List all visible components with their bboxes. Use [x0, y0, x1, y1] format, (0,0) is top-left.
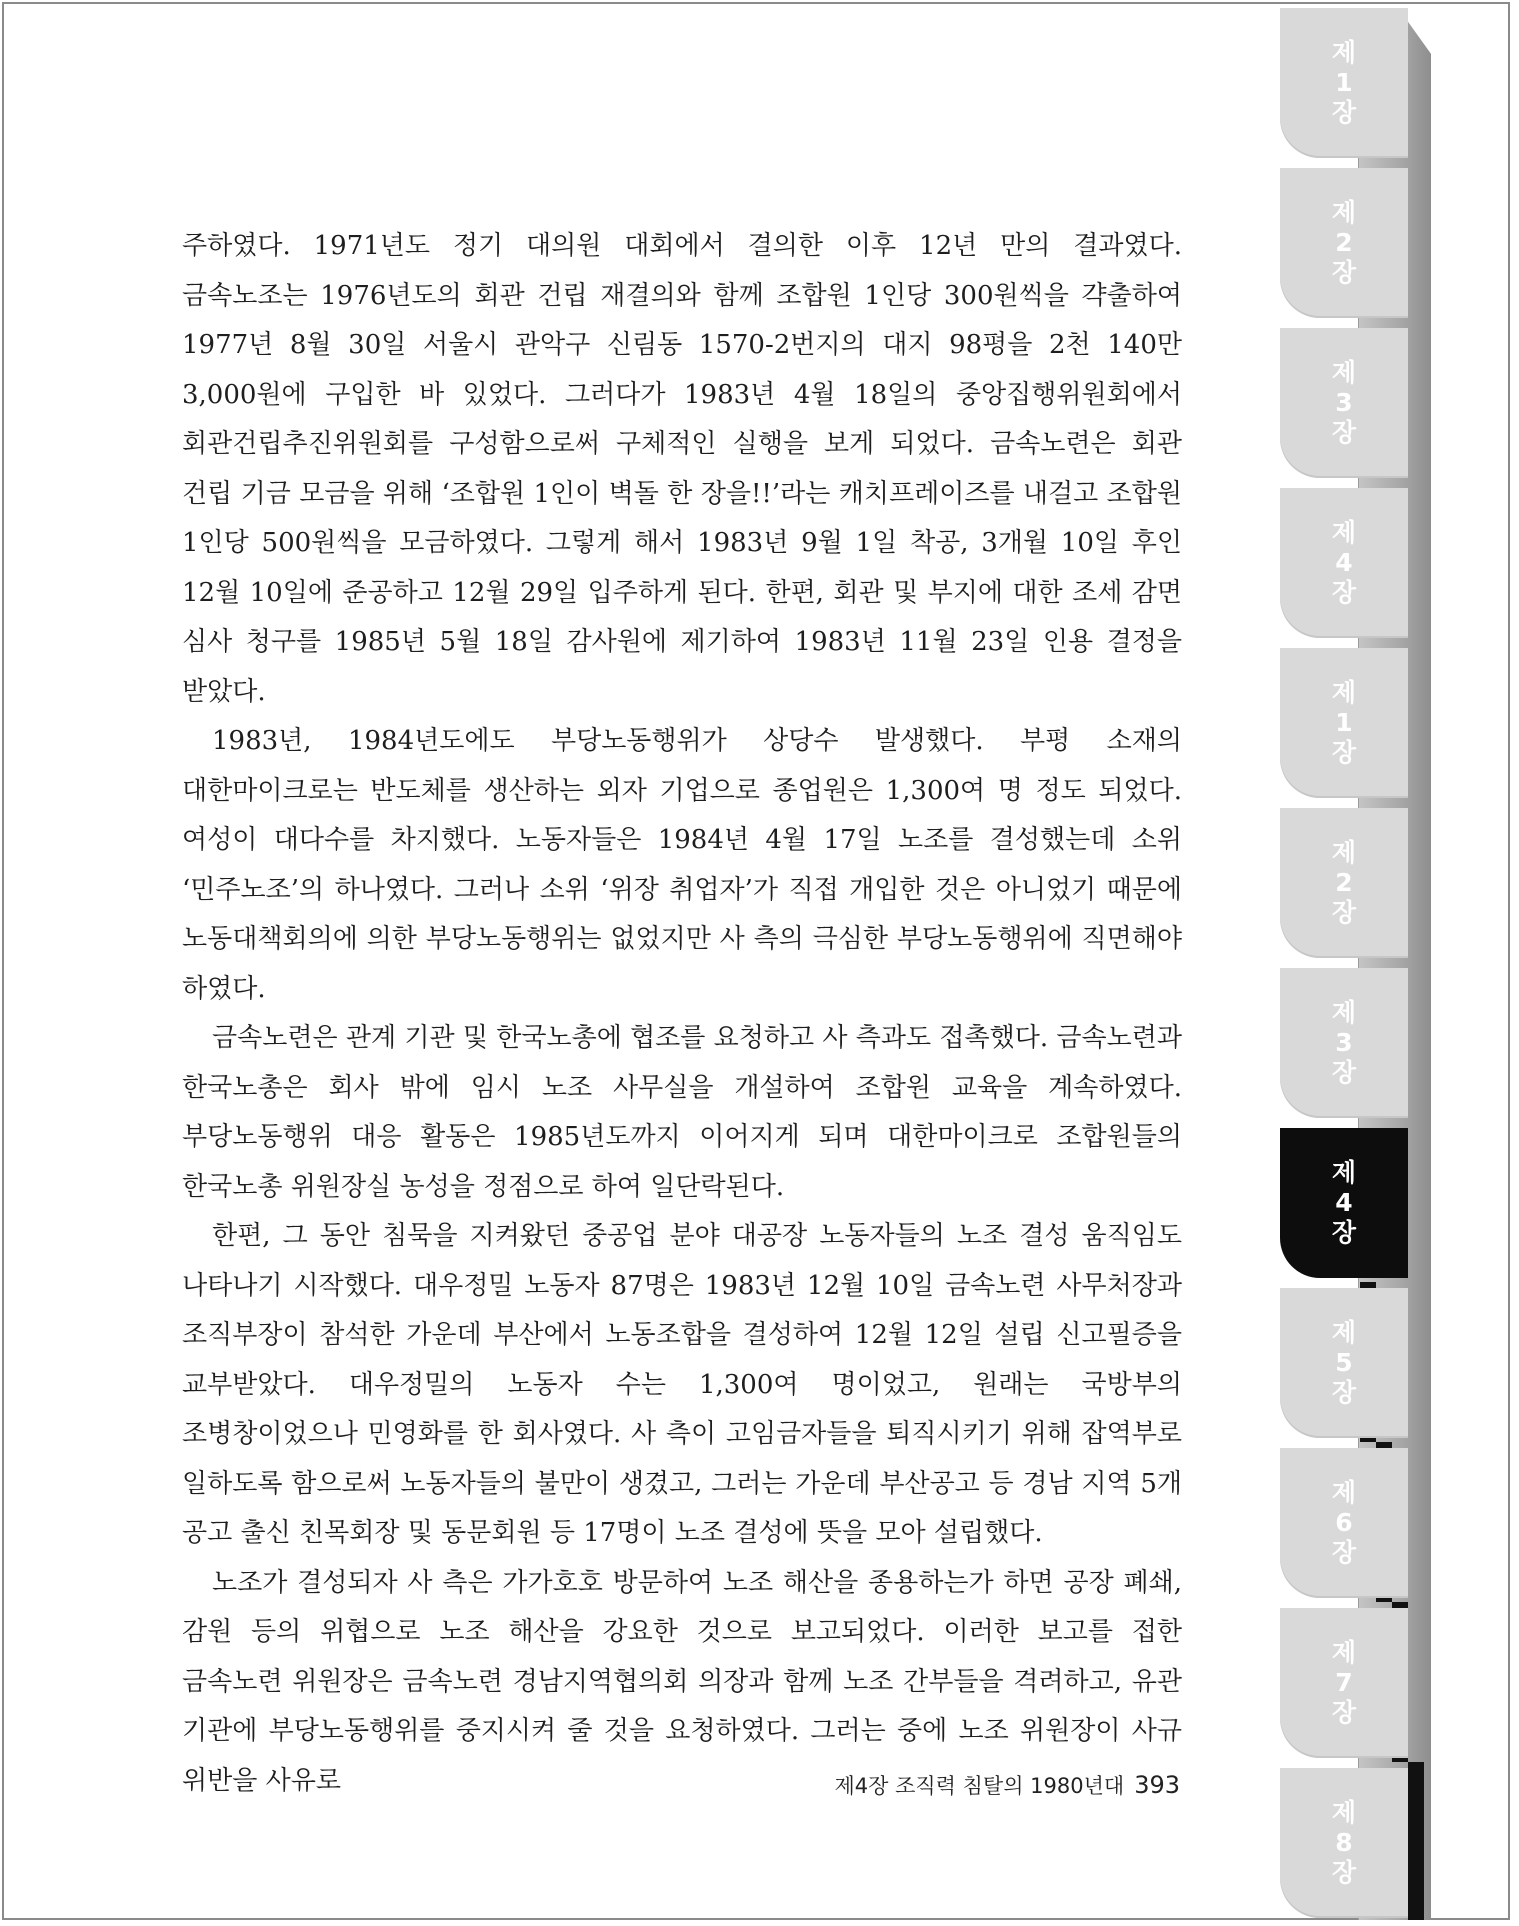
tab-label-post: 장	[1331, 1698, 1357, 1727]
tab-label-post: 장	[1331, 258, 1357, 287]
chapter-tab-12[interactable]	[1280, 1768, 1408, 1918]
paragraph: 한편, 그 동안 침묵을 지켜왔던 중공업 분야 대공장 노동자들의 노조 결성 움직임도 나타나기 시작했다. 대우정밀 노동자 87명은 1983년 12월 10일 금속노련 사무처장과 조직부장이 참석한 가운데 부산에서 노동조합을 결성하여 12월 12일 설립 신고필증을 교부받았다. 대우정밀의 노동자 수는 1,300여 명이었고, 원래는 국방부의 조병창이었으나 민영화를 한 회사였다. 사 측이 고임금자들을 퇴직시키기 위해 잡역부로 일하도록 함으로써 노동자들의 불만이 생겼고, 그러는 가운데 부산공고 등 경남 지역 5개 공고 출신 친목회장 및 동문회원 등 17명이 노조 결성에 뜻을 모아 설립했다.	[182, 1221, 1182, 1548]
chapter-tab-6[interactable]	[1280, 808, 1408, 958]
tab-label-post: 장	[1331, 898, 1357, 927]
chapter-tab-11[interactable]	[1280, 1608, 1408, 1758]
tab-label-pre: 제	[1331, 358, 1357, 387]
chapter-tab-5[interactable]	[1280, 648, 1408, 798]
tab-label-pre: 제	[1331, 838, 1357, 867]
tab-label-num: 2	[1335, 868, 1353, 897]
tab-label-post: 장	[1331, 1858, 1357, 1887]
chapter-tab-8[interactable]	[1280, 1128, 1408, 1278]
tab-label-num: 8	[1335, 1828, 1353, 1857]
tab-label-post: 장	[1331, 98, 1357, 127]
body-text	[182, 222, 1182, 1806]
chapter-tab-1[interactable]	[1280, 8, 1408, 158]
tab-label-post: 장	[1331, 1378, 1357, 1407]
page-number: 393	[1134, 1771, 1180, 1799]
chapter-tab-10[interactable]	[1280, 1448, 1408, 1598]
tab-label-num: 5	[1335, 1348, 1353, 1377]
tab-label-num: 3	[1335, 1028, 1353, 1057]
paragraph: 금속노련은 관계 기관 및 한국노총에 협조를 요청하고 사 측과도 접촉했다. 금속노련과 한국노총은 회사 밖에 임시 노조 사무실을 개설하여 조합원 교육을 계속하였다. 부당노동행위 대응 활동은 1985년도까지 이어지게 되며 대한마이크로 조합원들의 한국노총 위원장실 농성을 정점으로 하여 일단락된다.	[182, 1023, 1182, 1202]
edge-mark	[1408, 1762, 1424, 1920]
tab-label-num: 1	[1335, 68, 1353, 97]
tab-label-pre: 제	[1331, 678, 1357, 707]
tab-label-pre: 제	[1331, 38, 1357, 67]
tab-label-num: 7	[1335, 1668, 1353, 1697]
tab-label-post: 장	[1331, 738, 1357, 767]
tab-label-num: 1	[1335, 708, 1353, 737]
tab-label-pre: 제	[1331, 998, 1357, 1027]
chapter-tab-2[interactable]	[1280, 168, 1408, 318]
tab-label-num: 4	[1335, 1188, 1353, 1217]
tab-label-pre: 제	[1331, 1158, 1357, 1187]
tab-label-post: 장	[1331, 1538, 1357, 1567]
running-title: 제4장 조직력 침탈의 1980년대	[834, 1774, 1125, 1798]
tab-label-num: 2	[1335, 228, 1353, 257]
paragraph: 1983년, 1984년도에도 부당노동행위가 상당수 발생했다. 부평 소재의 대한마이크로는 반도체를 생산하는 외자 기업으로 종업원은 1,300여 명 정도 되었다. 여성이 대다수를 차지했다. 노동자들은 1984년 4월 17일 노조를 결성했는데 소위 ‘민주노조’의 하나였다. 그러나 소위 ‘위장 취업자’가 직접 개입한 것은 아니었기 때문에 노동대책회의에 의한 부당노동행위는 없었지만 사 측의 극심한 부당노동행위에 직면해야 하였다.	[182, 726, 1182, 1004]
chapter-tab-4[interactable]	[1280, 488, 1408, 638]
page-footer	[820, 1770, 1180, 1800]
tab-label-num: 4	[1335, 548, 1353, 577]
tab-label-num: 6	[1335, 1508, 1353, 1537]
tab-label-pre: 제	[1331, 198, 1357, 227]
tab-label-pre: 제	[1331, 1798, 1357, 1827]
tab-label-post: 장	[1331, 578, 1357, 607]
tab-label-post: 장	[1331, 418, 1357, 447]
paragraph: 주하였다. 1971년도 정기 대의원 대회에서 결의한 이후 12년 만의 결과였다. 금속노조는 1976년도의 회관 건립 재결의와 함께 조합원 1인당 300원씩을 갹출하여 1977년 8월 30일 서울시 관악구 신림동 1570-2번지의 대지 98평을 2천 140만 3,000원에 구입한 바 있었다. 그러다가 1983년 4월 18일의 중앙집행위원회에서 회관건립추진위원회를 구성함으로써 구체적인 실행을 보게 되었다. 금속노련은 회관 건립 기금 모금을 위해 ‘조합원 1인이 벽돌 한 장을!!’라는 캐치프레이즈를 내걸고 조합원 1인당 500원씩을 모금하였다. 그렇게 해서 1983년 9월 1일 착공, 3개월 10일 후인 12월 10일에 준공하고 12월 29일 입주하게 된다. 한편, 회관 및 부지에 대한 조세 감면 심사 청구를 1985년 5월 18일 감사원에 제기하여 1983년 11월 23일 인용 결정을 받았다.	[182, 231, 1182, 707]
tab-label-pre: 제	[1331, 1318, 1357, 1347]
tab-label-post: 장	[1331, 1058, 1357, 1087]
chapter-tab-3[interactable]	[1280, 328, 1408, 478]
tab-label-post: 장	[1331, 1218, 1357, 1247]
tab-label-pre: 제	[1331, 1478, 1357, 1507]
chapter-tab-9[interactable]	[1280, 1288, 1408, 1438]
tab-label-pre: 제	[1331, 518, 1357, 547]
chapter-tab-7[interactable]	[1280, 968, 1408, 1118]
tab-label-pre: 제	[1331, 1638, 1357, 1667]
paragraph: 노조가 결성되자 사 측은 가가호호 방문하여 노조 해산을 종용하는가 하면 공장 폐쇄, 감원 등의 위협으로 노조 해산을 강요한 것으로 보고되었다. 이러한 보고를 접한 금속노련 위원장은 금속노련 경남지역협의회 의장과 함께 노조 간부들을 격려하고, 유관 기관에 부당노동행위를 중지시켜 줄 것을 요청하였다. 그러는 중에 노조 위원장이 사규 위반을 사유로	[182, 1567, 1182, 1796]
tab-label-num: 3	[1335, 388, 1353, 417]
